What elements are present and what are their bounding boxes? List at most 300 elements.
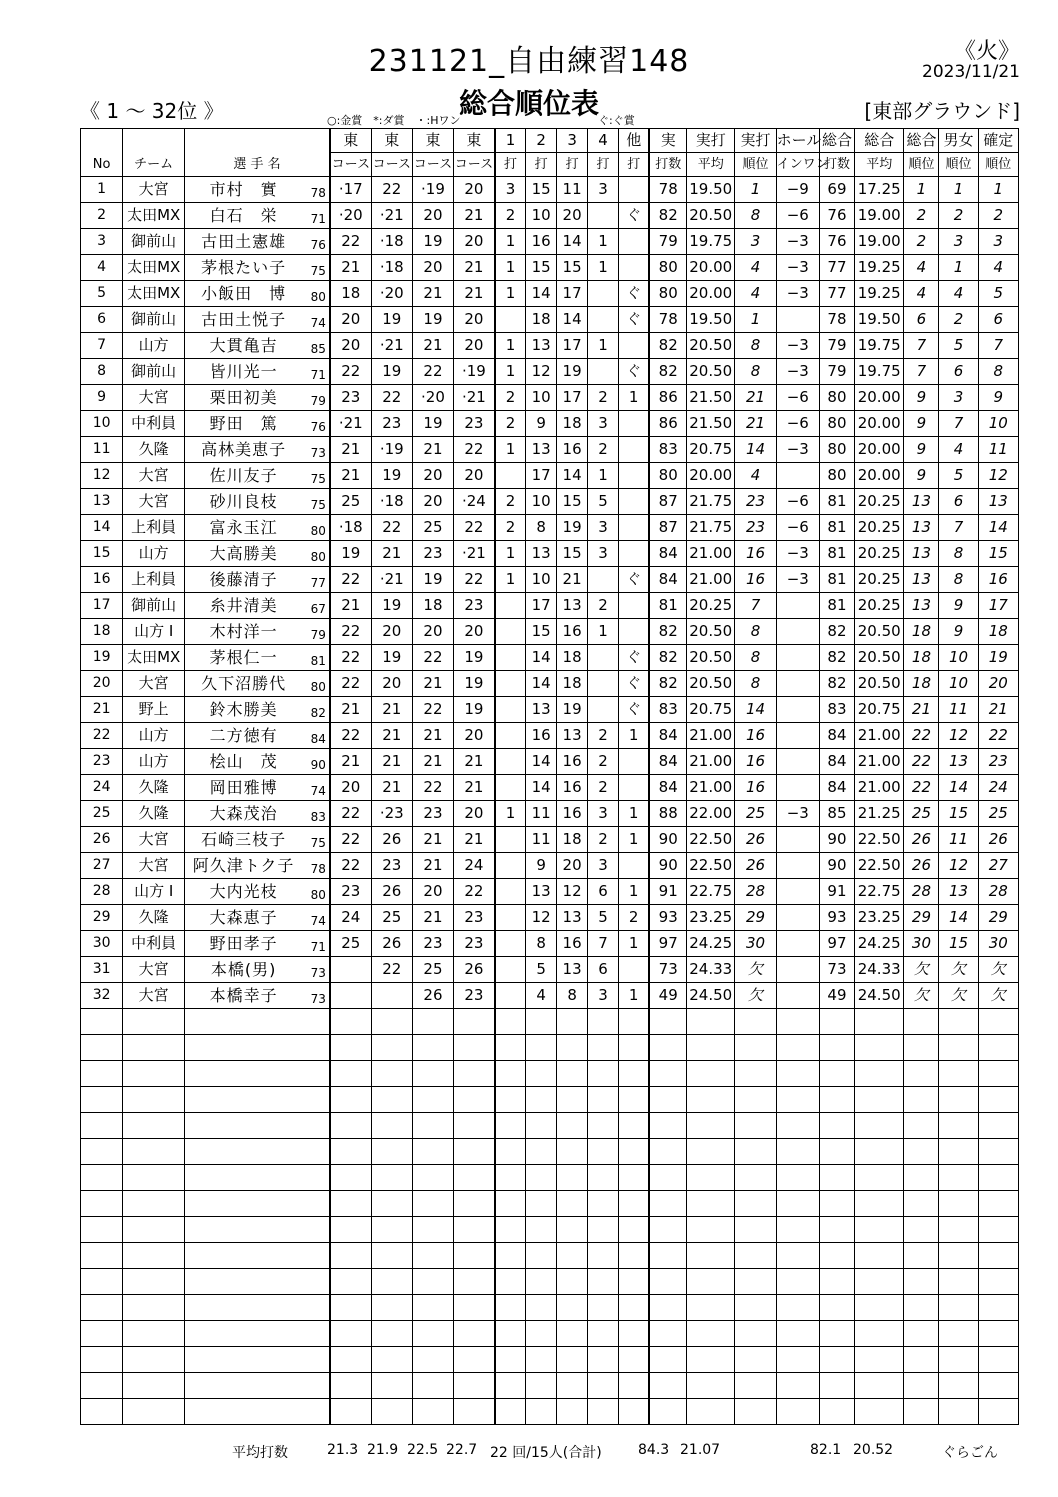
cell-real-avg: 22.50 [687, 827, 735, 853]
empty-cell [819, 1295, 854, 1321]
cell-c4: ·21 [454, 385, 495, 411]
header-s3: 打 [557, 153, 588, 177]
cell-c3: 25 [412, 515, 453, 541]
table-row [81, 359, 1019, 385]
cell-real-avg: 21.00 [687, 723, 735, 749]
empty-cell [854, 1035, 903, 1061]
cell-s1 [495, 619, 526, 645]
empty-cell [81, 1165, 123, 1191]
empty-cell [81, 1217, 123, 1243]
cell-team: 太田MX [123, 203, 185, 229]
empty-row [81, 1061, 1019, 1087]
cell-gender-rank: 5 [939, 463, 978, 489]
cell-c1: 25 [330, 931, 371, 957]
cell-team: 太田MX [123, 645, 185, 671]
cell-c2: 21 [371, 723, 412, 749]
empty-cell [618, 1061, 649, 1087]
empty-cell [371, 1113, 412, 1139]
cell-final-rank: 4 [978, 255, 1018, 281]
cell-total-rank: 21 [904, 697, 939, 723]
empty-cell [904, 1243, 939, 1269]
cell-c1: ·18 [330, 515, 371, 541]
table-row [81, 931, 1019, 957]
header-c4: コース [454, 153, 495, 177]
cell-s1 [495, 671, 526, 697]
cell-s4: 3 [588, 853, 619, 879]
cell-s1: 2 [495, 411, 526, 437]
cell-total-avg: 20.00 [854, 463, 903, 489]
cell-s3: 15 [557, 255, 588, 281]
cell-s2: 10 [526, 489, 557, 515]
cell-total: 81 [819, 541, 854, 567]
empty-cell [526, 1035, 557, 1061]
cell-real: 91 [649, 879, 686, 905]
cell-so [618, 437, 649, 463]
cell-age: 74 [302, 905, 330, 931]
cell-total-rank: 25 [904, 801, 939, 827]
cell-s2: 14 [526, 671, 557, 697]
cell-total-rank: 1 [904, 177, 939, 203]
cell-real: 83 [649, 437, 686, 463]
cell-total-rank: 13 [904, 515, 939, 541]
cell-c3: 20 [412, 619, 453, 645]
empty-cell [185, 1165, 303, 1191]
cell-total-avg: 19.25 [854, 255, 903, 281]
cell-s1 [495, 983, 526, 1009]
empty-cell [618, 1113, 649, 1139]
cell-s4: 1 [588, 255, 619, 281]
empty-cell [618, 1139, 649, 1165]
cell-no: 9 [81, 385, 123, 411]
cell-gender-rank: 4 [939, 437, 978, 463]
empty-cell [978, 1269, 1018, 1295]
table-row [81, 593, 1019, 619]
cell-hio: −9 [776, 177, 819, 203]
empty-cell [557, 1243, 588, 1269]
empty-cell [649, 1321, 686, 1347]
empty-cell [776, 1269, 819, 1295]
empty-cell [854, 1269, 903, 1295]
cell-c4: 22 [454, 879, 495, 905]
cell-age: 85 [302, 333, 330, 359]
cell-real: 93 [649, 905, 686, 931]
cell-so [618, 177, 649, 203]
cell-total: 90 [819, 827, 854, 853]
empty-cell [412, 1217, 453, 1243]
cell-real-rank: 30 [735, 931, 776, 957]
empty-cell [557, 1191, 588, 1217]
cell-total: 82 [819, 645, 854, 671]
cell-team: 太田MX [123, 255, 185, 281]
cell-total-rank: 18 [904, 671, 939, 697]
cell-s4: 2 [588, 723, 619, 749]
cell-so: ぐ [618, 671, 649, 697]
cell-no: 11 [81, 437, 123, 463]
cell-gender-rank: 1 [939, 255, 978, 281]
cell-s4: 2 [588, 749, 619, 775]
empty-cell [854, 1191, 903, 1217]
cell-c4: 23 [454, 931, 495, 957]
cell-age: 73 [302, 983, 330, 1009]
cell-no: 28 [81, 879, 123, 905]
cell-hio: −6 [776, 515, 819, 541]
empty-cell [588, 1269, 619, 1295]
header-total-rank: 順位 [904, 153, 939, 177]
cell-total-rank: 29 [904, 905, 939, 931]
empty-cell [81, 1087, 123, 1113]
cell-name: 大高勝美 [185, 541, 303, 567]
cell-real-rank: 8 [735, 203, 776, 229]
cell-c1: ·20 [330, 203, 371, 229]
cell-name: 白石 栄 [185, 203, 303, 229]
cell-c1: 21 [330, 749, 371, 775]
empty-cell [330, 1269, 371, 1295]
cell-no: 12 [81, 463, 123, 489]
cell-team: 中利員 [123, 931, 185, 957]
table-body [81, 177, 1019, 1425]
cell-c4: 23 [454, 593, 495, 619]
cell-real: 73 [649, 957, 686, 983]
empty-cell [854, 1399, 903, 1425]
cell-s4: 3 [588, 411, 619, 437]
cell-team: 大宮 [123, 853, 185, 879]
cell-s3: 16 [557, 749, 588, 775]
cell-hio: −3 [776, 541, 819, 567]
empty-cell [618, 1347, 649, 1373]
empty-cell [371, 1373, 412, 1399]
cell-c2: 23 [371, 853, 412, 879]
cell-c2: 21 [371, 749, 412, 775]
empty-cell [649, 1217, 686, 1243]
cell-team: 野上 [123, 697, 185, 723]
cell-c1 [330, 957, 371, 983]
cell-no: 17 [81, 593, 123, 619]
empty-cell [412, 1087, 453, 1113]
empty-cell [526, 1113, 557, 1139]
cell-s4 [588, 645, 619, 671]
cell-total-rank: 13 [904, 541, 939, 567]
cell-so [618, 229, 649, 255]
empty-cell [302, 1113, 330, 1139]
cell-c2: 19 [371, 307, 412, 333]
empty-cell [649, 1165, 686, 1191]
cell-so: 1 [618, 385, 649, 411]
cell-real-avg: 19.50 [687, 177, 735, 203]
cell-final-rank: 1 [978, 177, 1018, 203]
empty-cell [185, 1087, 303, 1113]
cell-c2: 19 [371, 645, 412, 671]
cell-final-rank: 30 [978, 931, 1018, 957]
cell-c4: 26 [454, 957, 495, 983]
cell-c2: 20 [371, 619, 412, 645]
cell-c1: 22 [330, 619, 371, 645]
cell-total-avg: 22.50 [854, 827, 903, 853]
header-total-avg: 平均 [854, 153, 903, 177]
empty-cell [371, 1035, 412, 1061]
table-row [81, 957, 1019, 983]
cell-team: 大宮 [123, 827, 185, 853]
cell-so: 2 [618, 905, 649, 931]
cell-s3: 21 [557, 567, 588, 593]
cell-real: 82 [649, 333, 686, 359]
empty-cell [904, 1113, 939, 1139]
cell-c3: 25 [412, 957, 453, 983]
cell-no: 13 [81, 489, 123, 515]
cell-s2: 10 [526, 203, 557, 229]
empty-cell [454, 1217, 495, 1243]
empty-cell [854, 1061, 903, 1087]
empty-cell [618, 1269, 649, 1295]
empty-cell [776, 1035, 819, 1061]
cell-final-rank: 24 [978, 775, 1018, 801]
cell-real-rank: 8 [735, 645, 776, 671]
empty-cell [185, 1321, 303, 1347]
cell-c4: 22 [454, 515, 495, 541]
empty-cell [81, 1061, 123, 1087]
cell-total: 49 [819, 983, 854, 1009]
cell-real: 81 [649, 593, 686, 619]
cell-name: 小飯田 博 [185, 281, 303, 307]
cell-s2: 13 [526, 879, 557, 905]
cell-s2: 12 [526, 359, 557, 385]
cell-s1: 1 [495, 437, 526, 463]
footer-course2-avg: 21.9 [367, 1442, 399, 1458]
cell-real-rank: 8 [735, 359, 776, 385]
cell-total-avg: 17.25 [854, 177, 903, 203]
cell-total-rank: 9 [904, 437, 939, 463]
cell-s3: 20 [557, 853, 588, 879]
cell-real: 84 [649, 567, 686, 593]
cell-real: 82 [649, 619, 686, 645]
empty-cell [302, 1321, 330, 1347]
cell-total-avg: 20.75 [854, 697, 903, 723]
empty-cell [495, 1347, 526, 1373]
empty-cell [687, 1061, 735, 1087]
table-row [81, 723, 1019, 749]
empty-cell [330, 1295, 371, 1321]
cell-real-rank: 欠 [735, 983, 776, 1009]
cell-gender-rank: 2 [939, 307, 978, 333]
empty-cell [904, 1373, 939, 1399]
cell-s3: 16 [557, 931, 588, 957]
cell-so: ぐ [618, 359, 649, 385]
empty-cell [649, 1347, 686, 1373]
cell-c2: ·23 [371, 801, 412, 827]
cell-hio: −6 [776, 489, 819, 515]
empty-cell [81, 1373, 123, 1399]
empty-cell [557, 1321, 588, 1347]
empty-row [81, 1321, 1019, 1347]
empty-cell [526, 1009, 557, 1035]
cell-s2: 8 [526, 931, 557, 957]
cell-real-avg: 22.50 [687, 853, 735, 879]
empty-cell [412, 1295, 453, 1321]
cell-s3: 19 [557, 515, 588, 541]
cell-gender-rank: 3 [939, 229, 978, 255]
empty-cell [939, 1295, 978, 1321]
cell-real: 84 [649, 723, 686, 749]
cell-s4: 2 [588, 775, 619, 801]
empty-cell [687, 1347, 735, 1373]
empty-cell [588, 1165, 619, 1191]
cell-c4: 20 [454, 723, 495, 749]
cell-s1: 2 [495, 515, 526, 541]
cell-real-avg: 20.75 [687, 437, 735, 463]
empty-cell [649, 1295, 686, 1321]
cell-total: 76 [819, 203, 854, 229]
cell-s2: 15 [526, 619, 557, 645]
cell-final-rank: 6 [978, 307, 1018, 333]
cell-s4: 3 [588, 541, 619, 567]
cell-no: 6 [81, 307, 123, 333]
empty-cell [687, 1399, 735, 1425]
cell-s2: 10 [526, 567, 557, 593]
cell-s2: 11 [526, 827, 557, 853]
cell-c2: ·21 [371, 333, 412, 359]
empty-cell [854, 1139, 903, 1165]
empty-cell [526, 1087, 557, 1113]
empty-cell [302, 1191, 330, 1217]
empty-cell [495, 1165, 526, 1191]
header-name [185, 129, 330, 153]
empty-cell [185, 1061, 303, 1087]
cell-total-rank: 18 [904, 645, 939, 671]
empty-cell [81, 1321, 123, 1347]
table-row [81, 255, 1019, 281]
cell-team: 太田MX [123, 281, 185, 307]
cell-real-avg: 19.50 [687, 307, 735, 333]
empty-cell [495, 1035, 526, 1061]
empty-cell [526, 1347, 557, 1373]
empty-cell [776, 1165, 819, 1191]
empty-cell [819, 1347, 854, 1373]
cell-c2: 19 [371, 593, 412, 619]
empty-cell [904, 1139, 939, 1165]
empty-cell [526, 1139, 557, 1165]
empty-cell [735, 1061, 776, 1087]
cell-age: 71 [302, 359, 330, 385]
empty-cell [185, 1399, 303, 1425]
cell-gender-rank: 15 [939, 931, 978, 957]
cell-gender-rank: 欠 [939, 983, 978, 1009]
cell-real-avg: 20.00 [687, 463, 735, 489]
cell-gender-rank: 7 [939, 515, 978, 541]
cell-s3: 19 [557, 359, 588, 385]
cell-real: 86 [649, 411, 686, 437]
cell-so [618, 775, 649, 801]
empty-cell [588, 1035, 619, 1061]
table-row [81, 775, 1019, 801]
cell-name: 後藤清子 [185, 567, 303, 593]
empty-cell [819, 1035, 854, 1061]
empty-cell [302, 1269, 330, 1295]
cell-total: 76 [819, 229, 854, 255]
cell-s2: 18 [526, 307, 557, 333]
cell-total-avg: 20.00 [854, 437, 903, 463]
cell-gender-rank: 8 [939, 567, 978, 593]
cell-s3: 11 [557, 177, 588, 203]
cell-real: 90 [649, 853, 686, 879]
empty-cell [495, 1243, 526, 1269]
empty-cell [649, 1087, 686, 1113]
empty-cell [526, 1243, 557, 1269]
cell-s1 [495, 853, 526, 879]
table-row [81, 385, 1019, 411]
cell-age: 80 [302, 281, 330, 307]
empty-cell [495, 1269, 526, 1295]
header-total: 打数 [819, 153, 854, 177]
empty-cell [371, 1087, 412, 1113]
cell-age: 75 [302, 463, 330, 489]
cell-c1: 18 [330, 281, 371, 307]
cell-age: 67 [302, 593, 330, 619]
cell-s4: 3 [588, 983, 619, 1009]
empty-cell [649, 1243, 686, 1269]
empty-cell [371, 1165, 412, 1191]
cell-age: 83 [302, 801, 330, 827]
cell-hio [776, 827, 819, 853]
table-row [81, 697, 1019, 723]
cell-so [618, 593, 649, 619]
empty-cell [588, 1009, 619, 1035]
empty-cell [735, 1139, 776, 1165]
empty-cell [904, 1035, 939, 1061]
cell-team: 大宮 [123, 983, 185, 1009]
cell-real-rank: 14 [735, 697, 776, 723]
cell-total: 80 [819, 385, 854, 411]
cell-gender-rank: 6 [939, 489, 978, 515]
cell-hio [776, 697, 819, 723]
empty-cell [371, 1139, 412, 1165]
gu-award-legend: ぐ:ぐ賞 [598, 114, 635, 127]
empty-cell [557, 1217, 588, 1243]
empty-cell [978, 1061, 1018, 1087]
empty-cell [454, 1373, 495, 1399]
empty-cell [81, 1295, 123, 1321]
cell-s4 [588, 203, 619, 229]
cell-total: 81 [819, 567, 854, 593]
cell-name: 野田 篤 [185, 411, 303, 437]
empty-cell [454, 1269, 495, 1295]
empty-cell [495, 1113, 526, 1139]
cell-hio: −3 [776, 359, 819, 385]
cell-team: 御前山 [123, 359, 185, 385]
cell-final-rank: 欠 [978, 983, 1018, 1009]
empty-cell [776, 1243, 819, 1269]
cell-s4 [588, 567, 619, 593]
cell-name: 佐川友子 [185, 463, 303, 489]
empty-cell [526, 1269, 557, 1295]
cell-team: 上利員 [123, 515, 185, 541]
empty-cell [123, 1217, 185, 1243]
cell-s3: 14 [557, 307, 588, 333]
cell-c2 [371, 983, 412, 1009]
cell-real-avg: 20.00 [687, 281, 735, 307]
header-s2: 打 [526, 153, 557, 177]
cell-s3: 13 [557, 957, 588, 983]
cell-name: 桧山 茂 [185, 749, 303, 775]
table-row [81, 411, 1019, 437]
cell-total-rank: 9 [904, 411, 939, 437]
empty-cell [330, 1373, 371, 1399]
table-row [81, 801, 1019, 827]
footer-course1-avg: 21.3 [327, 1442, 359, 1458]
cell-total-rank: 13 [904, 489, 939, 515]
cell-real-rank: 25 [735, 801, 776, 827]
table-row [81, 879, 1019, 905]
empty-row [81, 1165, 1019, 1191]
empty-cell [939, 1165, 978, 1191]
